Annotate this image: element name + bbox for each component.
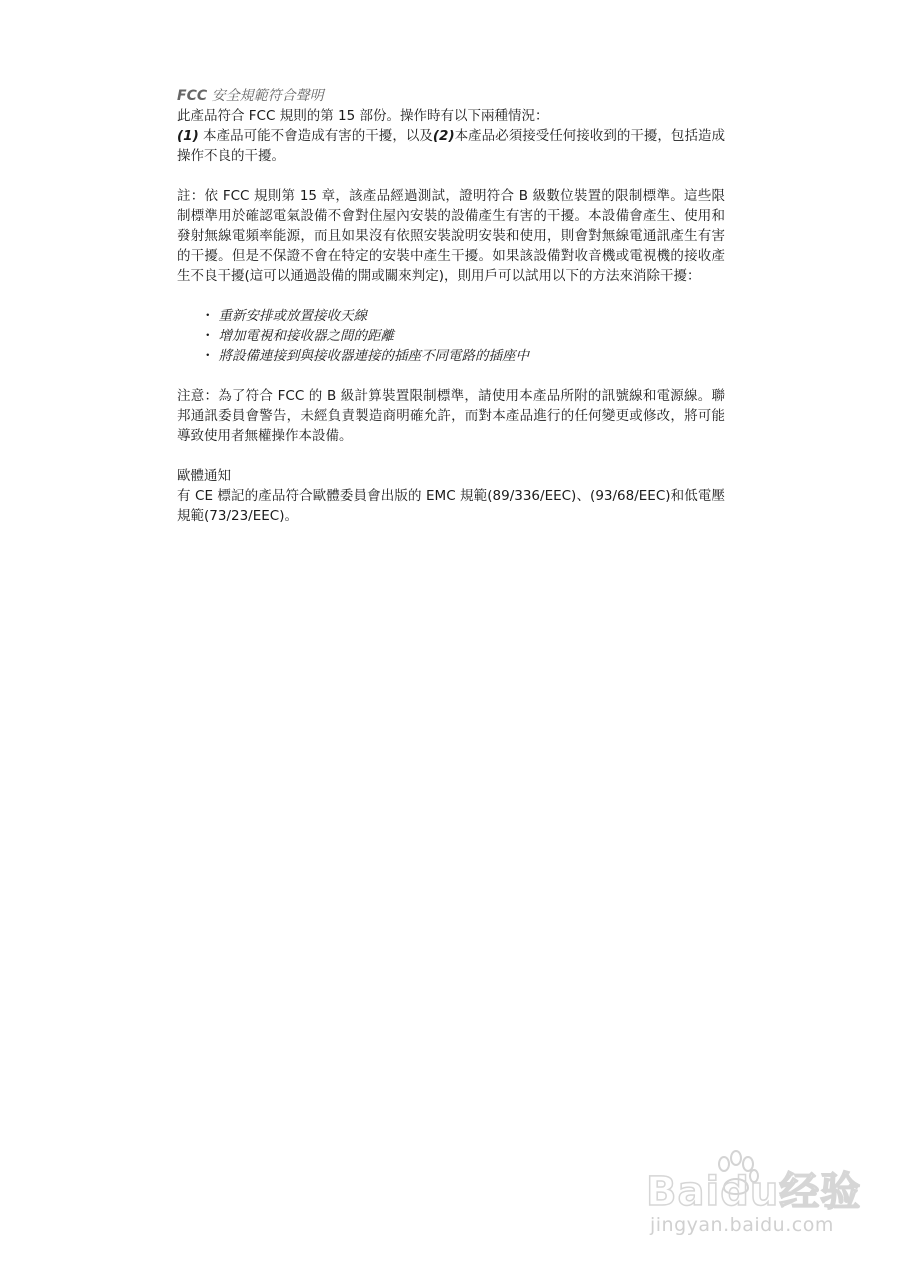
fcc-title-rest: 安全規範符合聲明 — [207, 88, 324, 104]
caution-paragraph: 注意：為了符合 FCC 的 B 級計算裝置限制標準，請使用本產品所附的訊號線和電源線。聯邦通訊委員會警告，未經負責製造商明確允許，而對本產品進行的任何變更或修改，將可能導致使用者無權操作本設備。 — [177, 388, 725, 444]
watermark-url: jingyan.baidu.com — [650, 1214, 834, 1236]
eu-notice-title: 歐體通知 — [177, 468, 231, 484]
bullet-marker: ・ — [201, 308, 215, 324]
remedy-2: 增加電視和接收器之間的距離 — [218, 328, 394, 344]
condition-1-number: (1) — [177, 128, 199, 144]
watermark-logo: Baidu经验 — [646, 1169, 862, 1215]
remedy-1: 重新安排或放置接收天線 — [218, 308, 367, 324]
bullet-marker: ・ — [201, 328, 215, 344]
document-body — [177, 86, 725, 526]
condition-2-number: (2) — [432, 128, 455, 144]
condition-1-text: 本產品可能不會造成有害的干擾，以及 — [198, 128, 433, 144]
list-item — [201, 326, 725, 346]
fcc-title-prefix: FCC — [177, 88, 208, 104]
remedy-3: 將設備連接到與接收器連接的插座不同電路的插座中 — [218, 348, 529, 364]
fcc-note: 註：依 FCC 規則第 15 章，該產品經過測試，證明符合 B 級數位裝置的限制標準。這些限制標準用於確認電氣設備不會對住屋內安裝的設備產生有害的干擾。本設備會產生、使用和發射無線電頻率能源，而且如果沒有依照安裝說明安裝和使用，則會對無線電通訊產生有害的干擾。但是不保證不會在特定的安裝中產生干擾。如果該設備對收音機或電視機的接收產生不良干擾(這可以通過設備的開或關來判定)，則用戶可以試用以下的方法來消除干擾： — [177, 188, 725, 284]
baidu-watermark — [646, 1150, 886, 1260]
fcc-conditions — [177, 126, 725, 166]
fcc-intro: 此產品符合 FCC 規則的第 15 部份。操作時有以下兩種情況： — [177, 108, 549, 124]
condition-2-text: 本產品必須接受任何接收到的干擾，包括造成操作不良的干擾。 — [177, 128, 725, 164]
fcc-title — [177, 86, 725, 106]
eu-notice-text: 有 CE 標記的產品符合歐體委員會出版的 EMC 規範(89/336/EEC)、(93/68/EEC)和低電壓規範(73/23/EEC)。 — [177, 488, 725, 524]
remedy-list — [177, 306, 725, 366]
bullet-marker: ・ — [201, 348, 215, 364]
list-item — [201, 306, 725, 326]
list-item — [201, 346, 725, 366]
